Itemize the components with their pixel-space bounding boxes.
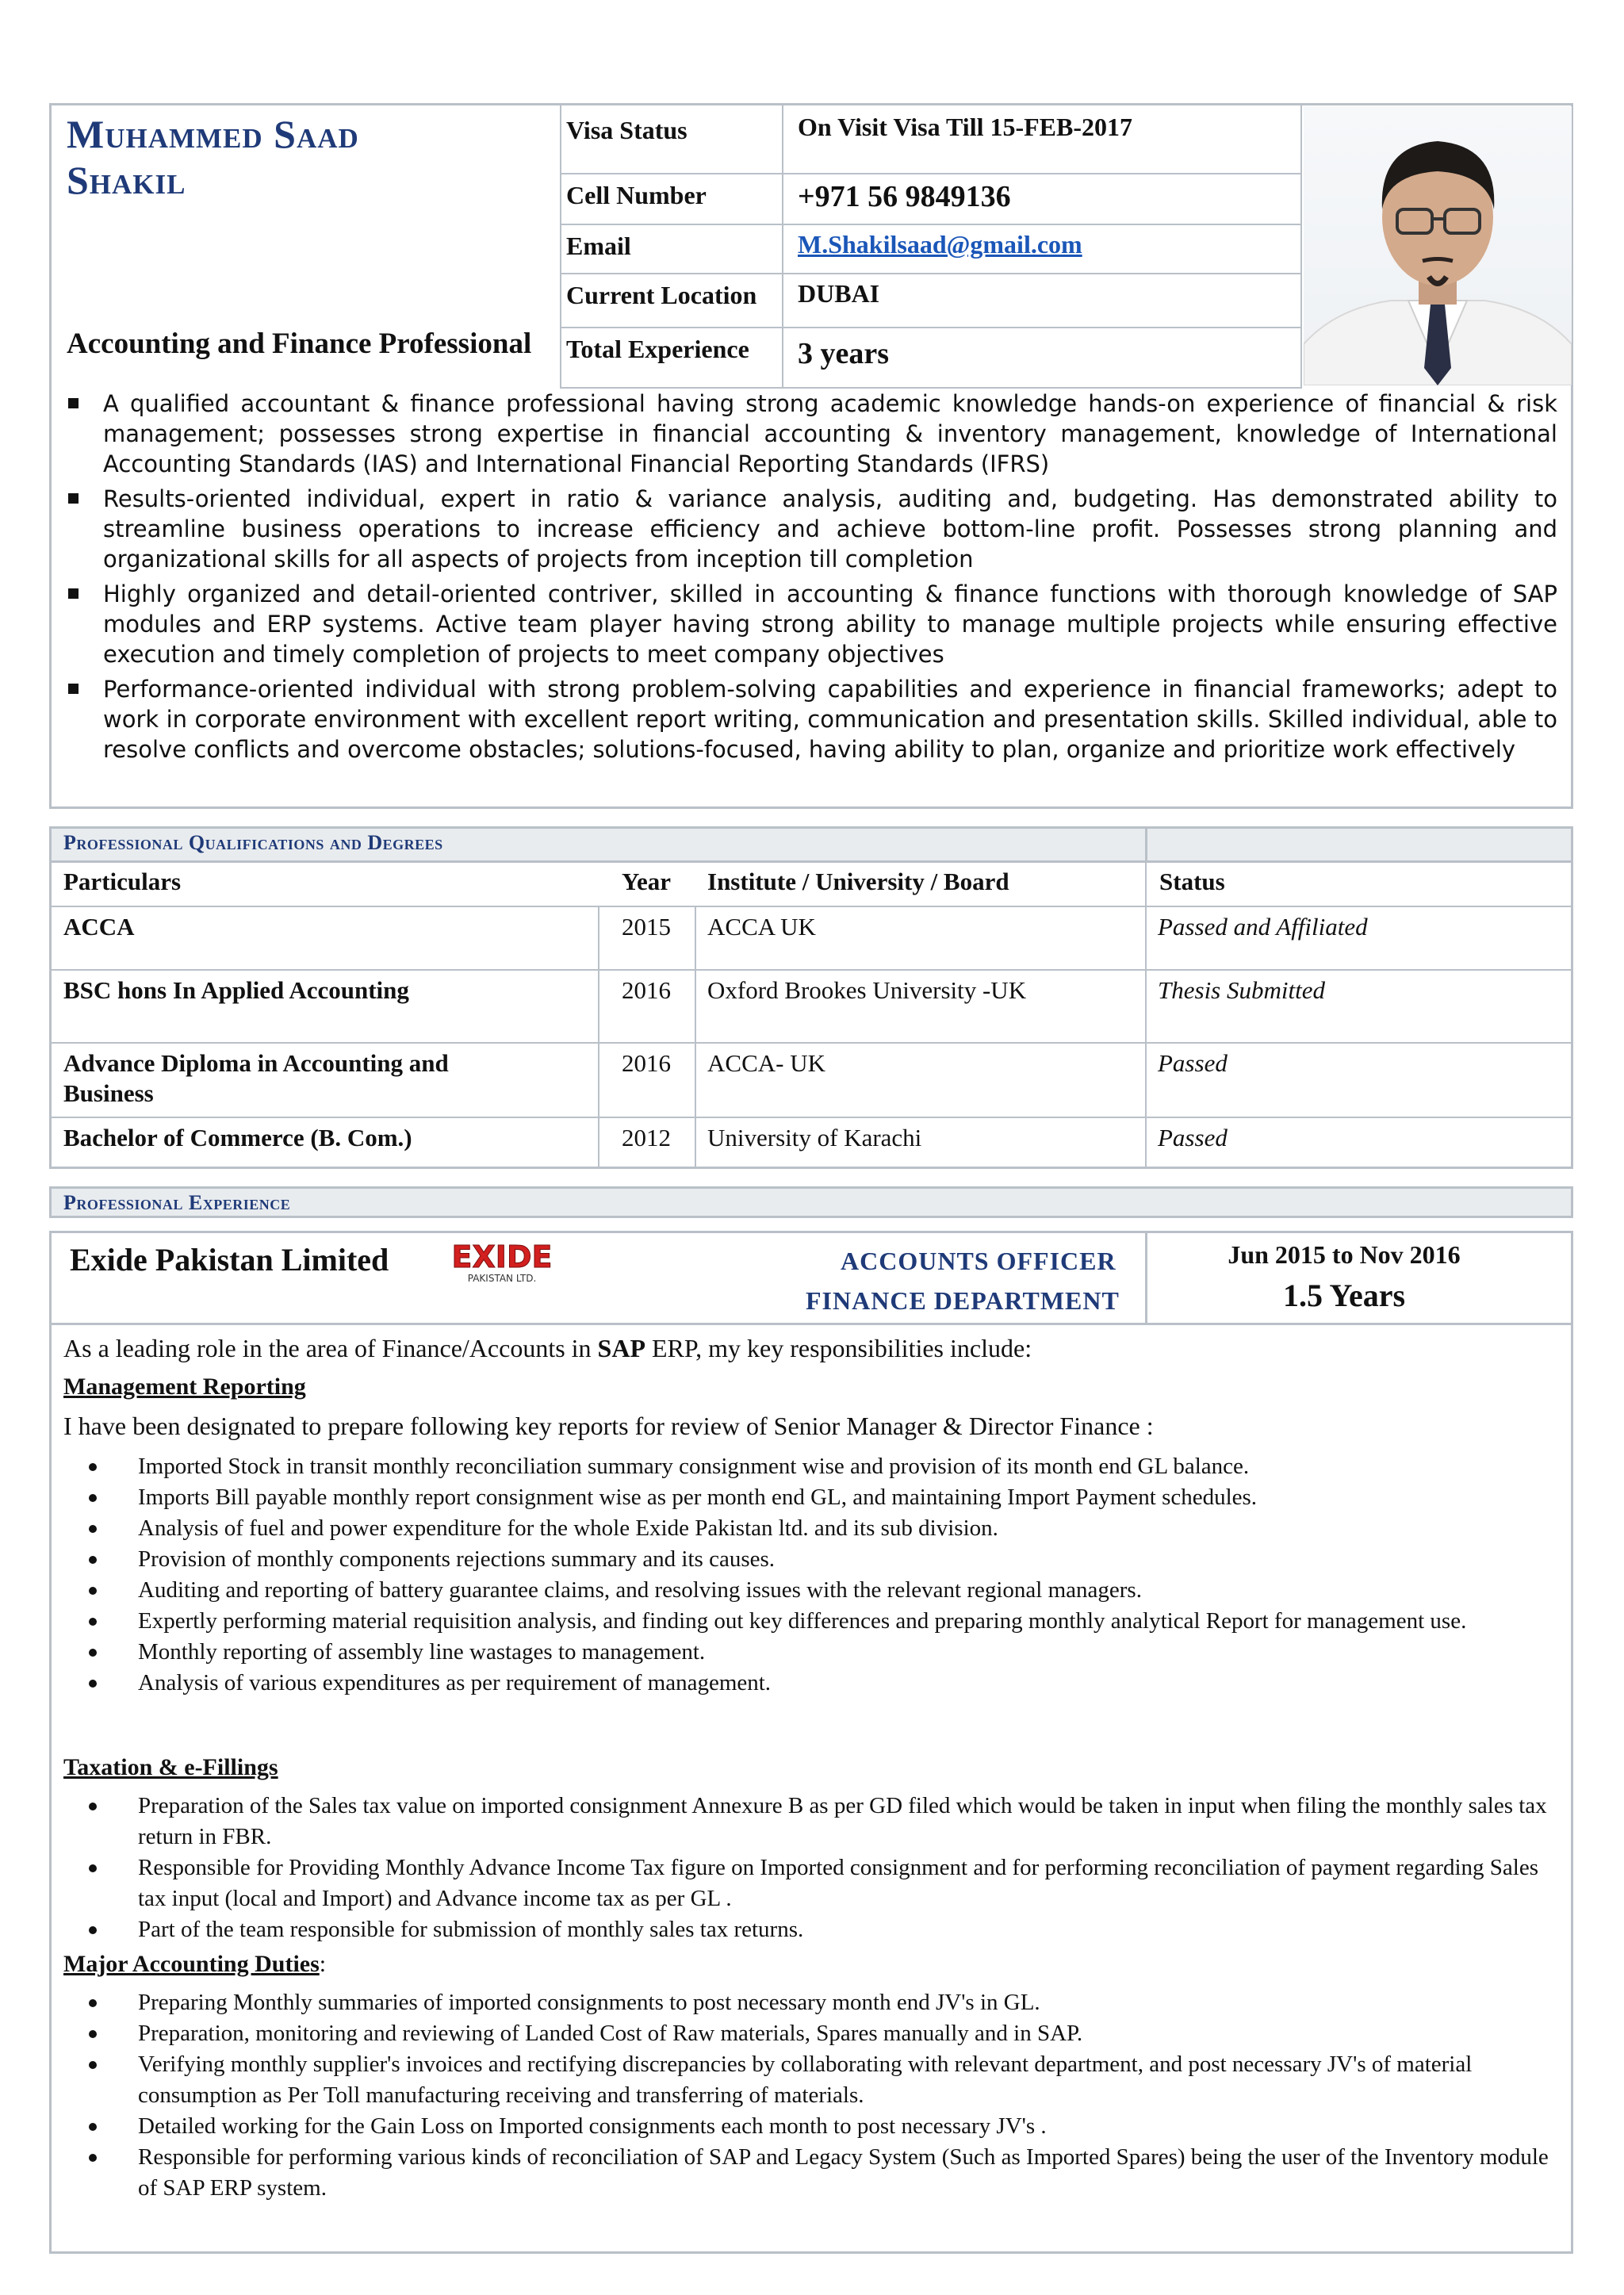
- experience-intro: As a leading role in the area of Finance/Accounts in SAP ERP, my key responsibilities include:: [63, 1334, 1032, 1362]
- list-item: Preparing Monthly summaries of imported consignments to post necessary month end JV's in GL.: [63, 1987, 1554, 2018]
- qual-row4-institute: University of Karachi: [695, 1117, 1147, 1167]
- experience-heading: Professional Experience: [63, 1191, 291, 1214]
- job-department: FINANCE DEPARTMENT: [806, 1286, 1120, 1315]
- list-item: Expertly performing material requisition analysis, and finding out key differences and preparing monthly analytical Report for management use.: [63, 1606, 1554, 1637]
- list-item: Imported Stock in transit monthly reconciliation summary consignment wise and provision of its month end GL balance.: [63, 1451, 1554, 1482]
- summary-item: Highly organized and detail-oriented contriver, skilled in accounting & finance functions with thorough knowledge of SAP modules and ERP systems. Active team player having strong ability to manage multiple projects while ensuring effective execution and timely completion of projects to meet company objectives: [67, 579, 1557, 669]
- location-value: DUBAI: [782, 273, 1302, 328]
- taxation-list: [63, 1791, 1554, 1945]
- email-link[interactable]: M.Shakilsaad@gmail.com: [798, 230, 1082, 259]
- svg-text:PAKISTAN LTD.: PAKISTAN LTD.: [467, 1273, 537, 1284]
- list-item: Verifying monthly supplier's invoices and rectifying discrepancies by collaborating with relevant department, and post necessary JV's of material consumption as Per Toll manufacturing receiving and transferring of materials.: [63, 2049, 1554, 2111]
- candidate-role: Accounting and Finance Professional: [67, 328, 532, 360]
- svg-text:EXIDE: EXIDE: [451, 1239, 553, 1274]
- col-header-particulars: Particulars: [51, 863, 598, 907]
- qual-row2-status: Thesis Submitted: [1145, 969, 1572, 1044]
- qual-row2-year: 2016: [598, 969, 696, 1044]
- qual-row1-year: 2015: [598, 906, 696, 971]
- col-header-year: Year: [598, 863, 695, 907]
- experience-label: Total Experience: [560, 327, 783, 389]
- email-label: Email: [560, 224, 783, 274]
- summary-item: Performance-oriented individual with strong problem-solving capabilities and experience in financial frameworks; adept to work in corporate environment with excellent report writing, communication and presentation skills. Skilled individual, able to resolve conflicts and overcome obstacles; solutions-focused, having ability to plan, organize and prioritize work effectively: [67, 674, 1557, 764]
- location-label: Current Location: [560, 273, 783, 328]
- list-item: Auditing and reporting of battery guarantee claims, and resolving issues with the relevant regional managers.: [63, 1575, 1554, 1606]
- visa-status-value: On Visit Visa Till 15-FEB-2017: [782, 103, 1302, 174]
- candidate-name-line1: Muhammed Saad: [67, 112, 359, 156]
- email-cell: [782, 224, 1302, 274]
- exide-logo-icon: [444, 1239, 560, 1286]
- qual-row2-institute: Oxford Brookes University -UK: [695, 969, 1147, 1044]
- experience-value: 3 years: [782, 327, 1302, 389]
- list-item: Responsible for performing various kinds of reconciliation of SAP and Legacy System (Such as Imported Spares) being the user of the Inventory module of SAP ERP system.: [63, 2142, 1554, 2204]
- candidate-name-line2: Shakil: [67, 158, 186, 202]
- qualifications-heading: Professional Qualifications and Degrees: [63, 831, 443, 854]
- job-period: Jun 2015 to Nov 2016: [1228, 1240, 1461, 1269]
- qual-row3-particulars: Advance Diploma in Accounting and Business: [51, 1042, 599, 1118]
- company-name: Exide Pakistan Limited: [70, 1242, 389, 1278]
- management-reporting-list: [63, 1451, 1554, 1699]
- qual-row1-institute: ACCA UK: [695, 906, 1147, 971]
- qual-row3-status: Passed: [1145, 1042, 1572, 1118]
- company-logo: [444, 1239, 560, 1286]
- qual-row1-status: Passed and Affiliated: [1145, 906, 1572, 971]
- accounting-duties-list: [63, 1987, 1554, 2204]
- list-item: Provision of monthly components rejections summary and its causes.: [63, 1544, 1554, 1575]
- job-header-vdivider: [1145, 1231, 1147, 1324]
- job-title: ACCOUNTS OFFICER: [841, 1247, 1116, 1275]
- summary-list: [67, 389, 1557, 769]
- section-title-management-reporting: Management Reporting: [63, 1374, 306, 1400]
- list-item: Detailed working for the Gain Loss on Imported consignments each month to post necessary JV's .: [63, 2111, 1554, 2142]
- list-item: Responsible for Providing Monthly Advance Income Tax figure on Imported consignment and for performing reconciliation of payment regarding Sales tax input (local and Import) and Advance income tax as per GL .: [63, 1852, 1554, 1914]
- qual-row3-year: 2016: [598, 1042, 696, 1118]
- qualifications-header-divider: [1145, 829, 1147, 860]
- section-title-accounting-duties: Major Accounting Duties:: [63, 1951, 327, 1977]
- qual-row4-particulars: Bachelor of Commerce (B. Com.): [51, 1117, 599, 1167]
- qual-row1-particulars: ACCA: [51, 906, 599, 971]
- visa-status-label: Visa Status: [560, 103, 783, 174]
- qual-row2-particulars: BSC hons In Applied Accounting: [51, 969, 599, 1044]
- list-item: Part of the team responsible for submission of monthly sales tax returns.: [63, 1914, 1554, 1945]
- list-item: Preparation of the Sales tax value on imported consignment Annexure B as per GD filed which would be taken in input when filing the monthly sales tax return in FBR.: [63, 1791, 1554, 1852]
- list-item: Analysis of various expenditures as per requirement of management.: [63, 1668, 1554, 1699]
- cell-number-value: +971 56 9849136: [782, 173, 1302, 225]
- person-portrait-icon: [1304, 106, 1572, 385]
- qual-row4-year: 2012: [598, 1117, 696, 1167]
- col-header-institute: Institute / University / Board: [695, 863, 1145, 907]
- list-item: Preparation, monitoring and reviewing of Landed Cost of Raw materials, Spares manually and in SAP.: [63, 2018, 1554, 2049]
- cell-number-label: Cell Number: [560, 173, 783, 225]
- qual-row4-status: Passed: [1158, 1124, 1228, 1151]
- summary-item: Results-oriented individual, expert in ratio & variance analysis, auditing and, budgeting. Has demonstrated ability to streamline business operations to increase efficiency and achieve bottom-line profit. Possesses strong planning and organizational skills for all aspects of projects from inception till completion: [67, 484, 1557, 574]
- summary-item: A qualified accountant & finance professional having strong academic knowledge hands-on experience of financial & risk management; possesses strong expertise in financial accounting & inventory management, knowledge of International Accounting Standards (IAS) and International Financial Reporting Standards (IFRS): [67, 389, 1557, 479]
- job-duration: 1.5 Years: [1282, 1278, 1406, 1313]
- list-item: Imports Bill payable monthly report consignment wise as per month end GL, and maintaining Import Payment schedules.: [63, 1482, 1554, 1513]
- qual-row3-institute: ACCA- UK: [695, 1042, 1147, 1118]
- section-title-taxation: Taxation & e-Fillings: [63, 1754, 278, 1780]
- candidate-name: [67, 111, 359, 203]
- profile-photo: [1304, 106, 1572, 385]
- management-reporting-lead: I have been designated to prepare following key reports for review of Senior Manager & Director Finance :: [63, 1412, 1154, 1440]
- job-header-divider: [49, 1323, 1573, 1325]
- col-header-status: Status: [1145, 863, 1572, 907]
- list-item: Monthly reporting of assembly line wastages to management.: [63, 1637, 1554, 1668]
- list-item: Analysis of fuel and power expenditure for the whole Exide Pakistan ltd. and its sub division.: [63, 1513, 1554, 1544]
